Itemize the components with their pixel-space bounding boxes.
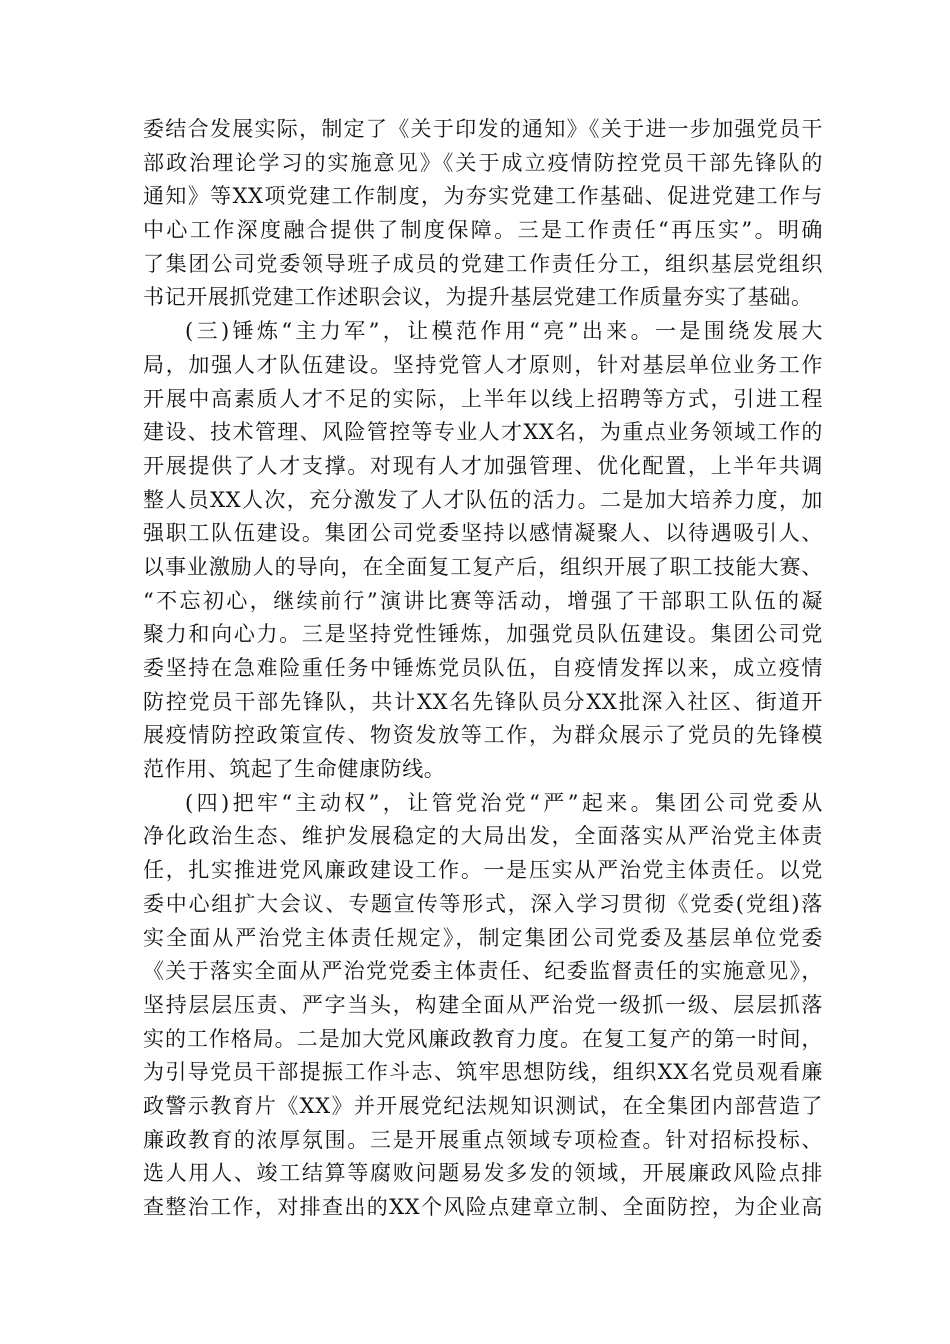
text-line: 防控党员干部先锋队，共计XX名先锋队员分XX批深入社区、街道开	[143, 689, 823, 714]
text-line: 任，扎实推进党风廉政建设工作。一是压实从严治党主体责任。以党	[143, 858, 823, 883]
text-line: 建设、技术管理、风险管控等专业人才XX名，为重点业务领域工作的	[143, 420, 823, 445]
text-line: 委中心组扩大会议、专题宣传等形式，深入学习贯彻《党委(党组)落	[143, 891, 823, 916]
text-line: 委结合发展实际，制定了《关于印发的通知》《关于进一步加强党员干	[143, 117, 823, 141]
text-line: 查整治工作，对排查出的XX个风险点建章立制、全面防控，为企业高	[143, 1195, 823, 1219]
text-line: 《关于落实全面从严治党党委主体责任、纪委监督责任的实施意见》，	[143, 959, 823, 984]
text-line: 书记开展抓党建工作述职会议，为提升基层党建工作质量夯实了基础。	[143, 285, 813, 310]
text-line: 开展中高素质人才不足的实际，上半年以线上招聘等方式，引进工程	[143, 386, 823, 411]
text-line: 中心工作深度融合提供了制度保障。三是工作责任“再压实”。明确	[143, 218, 823, 243]
text-line: 开展提供了人才支撑。对现有人才加强管理、优化配置，上半年共调	[143, 453, 823, 478]
text-line: (三)锤炼“主力军”，让模范作用“亮”出来。一是围绕发展大	[185, 319, 823, 344]
text-line: 展疫情防控政策宣传、物资发放等工作，为群众展示了党员的先锋模	[143, 723, 823, 748]
text-line: 廉政教育的浓厚氛围。三是开展重点领域专项检查。针对招标投标、	[143, 1127, 823, 1152]
text-line: 聚力和向心力。三是坚持党性锤炼，加强党员队伍建设。集团公司党	[143, 622, 823, 647]
text-line: 实全面从严治党主体责任规定》，制定集团公司党委及基层单位党委	[143, 925, 823, 950]
text-line: “不忘初心，继续前行”演讲比赛等活动，增强了干部职工队伍的凝	[143, 588, 823, 613]
text-line: 范作用、筑起了生命健康防线。	[143, 757, 446, 782]
text-line: 部政治理论学习的实施意见》《关于成立疫情防控党员干部先锋队的	[143, 150, 823, 175]
text-line: 通知》等XX项党建工作制度，为夯实党建工作基础、促进党建工作与	[143, 184, 823, 209]
text-line: 强职工队伍建设。集团公司党委坚持以感情凝聚人、以待遇吸引人、	[143, 521, 823, 546]
text-line: 政警示教育片《XX》并开展党纪法规知识测试，在全集团内部营造了	[143, 1093, 823, 1118]
document-body	[143, 113, 823, 1225]
text-line: 以事业激励人的导向，在全面复工复产后，组织开展了职工技能大赛、	[143, 554, 823, 579]
text-line: 委坚持在急难险重任务中锤炼党员队伍，自疫情发挥以来，成立疫情	[143, 656, 823, 680]
text-line: (四)把牢“主动权”，让管党治党“严”起来。集团公司党委从	[185, 790, 823, 815]
text-line: 了集团公司党委领导班子成员的党建工作责任分工，组织基层党组织	[143, 251, 823, 276]
text-line: 为引导党员干部提振工作斗志、筑牢思想防线，组织XX名党员观看廉	[143, 1060, 823, 1085]
text-line: 净化政治生态、维护发展稳定的大局出发，全面落实从严治党主体责	[143, 824, 823, 849]
text-line: 实的工作格局。二是加大党风廉政教育力度。在复工复产的第一时间，	[143, 1026, 823, 1051]
text-line: 局，加强人才队伍建设。坚持党管人才原则，针对基层单位业务工作	[143, 352, 823, 377]
text-line: 选人用人、竣工结算等腐败问题易发多发的领域，开展廉政风险点排	[143, 1161, 823, 1186]
text-line: 坚持层层压责、严字当头，构建全面从严治党一级抓一级、层层抓落	[143, 992, 823, 1017]
text-line: 整人员XX人次，充分激发了人才队伍的活力。二是加大培养力度，加	[143, 487, 823, 512]
